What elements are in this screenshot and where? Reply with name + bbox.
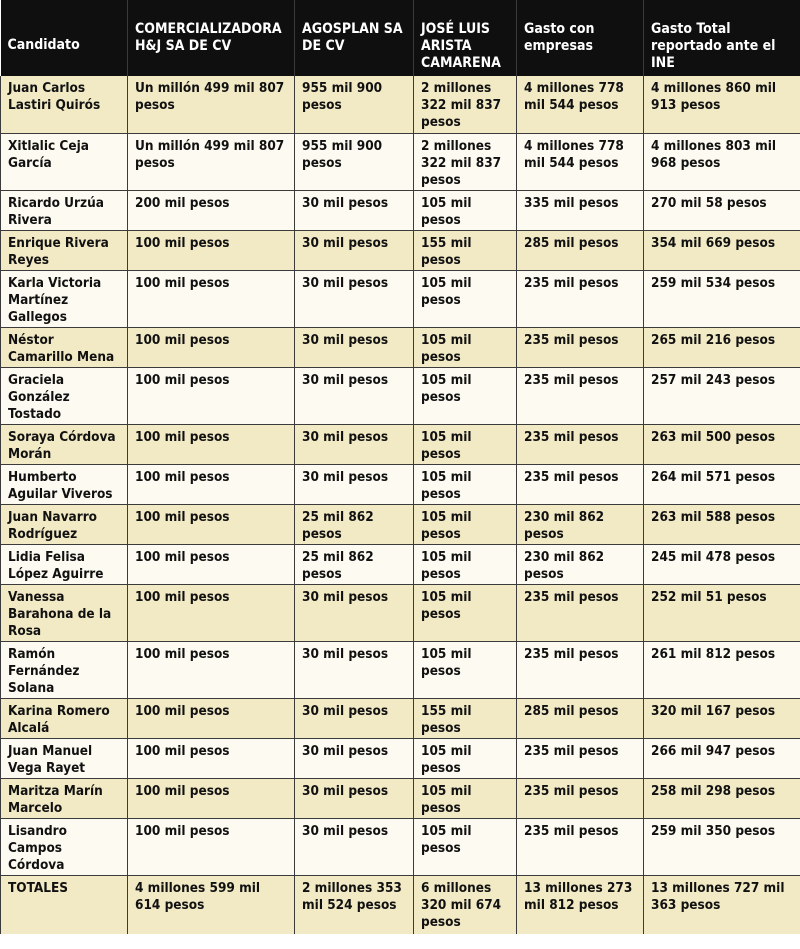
cell-arista: 105 mil pesos <box>414 504 517 544</box>
cell-gasto-empresas: 230 mil 862 pesos <box>517 504 644 544</box>
totals-row <box>1 875 800 934</box>
cell-comercializadora: 100 mil pesos <box>128 544 295 584</box>
cell-candidate: Soraya Córdova Morán <box>1 424 128 464</box>
cell-gasto-total: 261 mil 812 pesos <box>644 641 800 698</box>
cell-arista: 155 mil pesos <box>414 698 517 738</box>
cell-arista: 2 millones 322 mil 837 pesos <box>414 76 517 133</box>
cell-gasto-total: 259 mil 534 pesos <box>644 270 800 327</box>
cell-agosplan: 30 mil pesos <box>295 818 414 875</box>
table-row <box>1 641 800 698</box>
cell-arista: 105 mil pesos <box>414 464 517 504</box>
header-gasto-total: Gasto Total reportado ante el INE <box>644 0 800 76</box>
cell-candidate: Ramón Fernández Solana <box>1 641 128 698</box>
cell-gasto-total: 258 mil 298 pesos <box>644 778 800 818</box>
cell-candidate: Juan Manuel Vega Rayet <box>1 738 128 778</box>
cell-gasto-total: 4 millones 803 mil 968 pesos <box>644 133 800 190</box>
table-row <box>1 270 800 327</box>
cell-agosplan: 30 mil pesos <box>295 584 414 641</box>
cell-candidate: Humberto Aguilar Viveros <box>1 464 128 504</box>
header-row <box>1 0 800 76</box>
cell-comercializadora: 100 mil pesos <box>128 641 295 698</box>
cell-gasto-total: 354 mil 669 pesos <box>644 230 800 270</box>
cell-comercializadora: 100 mil pesos <box>128 464 295 504</box>
cell-comercializadora: Un millón 499 mil 807 pesos <box>128 76 295 133</box>
cell-gasto-total: 264 mil 571 pesos <box>644 464 800 504</box>
table-row <box>1 367 800 424</box>
cell-agosplan: 30 mil pesos <box>295 190 414 230</box>
cell-agosplan: 30 mil pesos <box>295 327 414 367</box>
table-row <box>1 778 800 818</box>
cell-gasto-empresas: 235 mil pesos <box>517 270 644 327</box>
cell-candidate: Lisandro Campos Córdova <box>1 818 128 875</box>
cell-gasto-empresas: 235 mil pesos <box>517 818 644 875</box>
cell-arista: 105 mil pesos <box>414 818 517 875</box>
cell-candidate: Juan Carlos Lastiri Quirós <box>1 76 128 133</box>
table-row <box>1 76 800 133</box>
header-agosplan: AGOSPLAN SA DE CV <box>295 0 414 76</box>
total-gasto-empresas: 13 millones 273 mil 812 pesos <box>517 875 644 934</box>
cell-comercializadora: 100 mil pesos <box>128 818 295 875</box>
cell-gasto-empresas: 335 mil pesos <box>517 190 644 230</box>
cell-gasto-empresas: 235 mil pesos <box>517 464 644 504</box>
cell-comercializadora: 100 mil pesos <box>128 698 295 738</box>
cell-candidate: Karla Victoria Martínez Gallegos <box>1 270 128 327</box>
cell-arista: 155 mil pesos <box>414 230 517 270</box>
cell-agosplan: 30 mil pesos <box>295 424 414 464</box>
cell-gasto-empresas: 235 mil pesos <box>517 327 644 367</box>
cell-agosplan: 30 mil pesos <box>295 698 414 738</box>
cell-agosplan: 30 mil pesos <box>295 464 414 504</box>
cell-comercializadora: 100 mil pesos <box>128 504 295 544</box>
cell-candidate: Karina Romero Alcalá <box>1 698 128 738</box>
cell-gasto-empresas: 285 mil pesos <box>517 230 644 270</box>
cell-gasto-total: 245 mil 478 pesos <box>644 544 800 584</box>
table-row <box>1 818 800 875</box>
cell-arista: 105 mil pesos <box>414 367 517 424</box>
table-row <box>1 504 800 544</box>
cell-agosplan: 30 mil pesos <box>295 778 414 818</box>
cell-comercializadora: 100 mil pesos <box>128 738 295 778</box>
cell-gasto-total: 252 mil 51 pesos <box>644 584 800 641</box>
cell-arista: 105 mil pesos <box>414 778 517 818</box>
cell-candidate: Juan Navarro Rodríguez <box>1 504 128 544</box>
table-row <box>1 698 800 738</box>
cell-agosplan: 30 mil pesos <box>295 270 414 327</box>
cell-gasto-total: 257 mil 243 pesos <box>644 367 800 424</box>
table-row <box>1 544 800 584</box>
table-row <box>1 424 800 464</box>
cell-gasto-total: 266 mil 947 pesos <box>644 738 800 778</box>
header-gasto-empresas: Gasto con empresas <box>517 0 644 76</box>
cell-comercializadora: 100 mil pesos <box>128 327 295 367</box>
total-arista: 6 millones 320 mil 674 pesos <box>414 875 517 934</box>
header-candidato: Candidato <box>1 0 128 76</box>
cell-gasto-empresas: 235 mil pesos <box>517 424 644 464</box>
totals-label: TOTALES <box>1 875 128 934</box>
cell-gasto-empresas: 235 mil pesos <box>517 367 644 424</box>
cell-comercializadora: 100 mil pesos <box>128 270 295 327</box>
total-agosplan: 2 millones 353 mil 524 pesos <box>295 875 414 934</box>
header-jose-luis-arista: JOSÉ LUIS ARISTA CAMARENA <box>414 0 517 76</box>
cell-arista: 105 mil pesos <box>414 544 517 584</box>
table-row <box>1 133 800 190</box>
cell-arista: 105 mil pesos <box>414 424 517 464</box>
cell-candidate: Lidia Felisa López Aguirre <box>1 544 128 584</box>
table-row <box>1 464 800 504</box>
cell-gasto-empresas: 230 mil 862 pesos <box>517 544 644 584</box>
table-row <box>1 738 800 778</box>
cell-agosplan: 30 mil pesos <box>295 641 414 698</box>
cell-arista: 2 millones 322 mil 837 pesos <box>414 133 517 190</box>
total-comercializadora: 4 millones 599 mil 614 pesos <box>128 875 295 934</box>
cell-gasto-empresas: 235 mil pesos <box>517 584 644 641</box>
cell-candidate: Graciela González Tostado <box>1 367 128 424</box>
cell-agosplan: 30 mil pesos <box>295 230 414 270</box>
cell-arista: 105 mil pesos <box>414 738 517 778</box>
header-comercializadora: COMERCIALIZADORA H&J SA DE CV <box>128 0 295 76</box>
cell-candidate: Vanessa Barahona de la Rosa <box>1 584 128 641</box>
table-row <box>1 230 800 270</box>
cell-candidate: Néstor Camarillo Mena <box>1 327 128 367</box>
cell-gasto-total: 320 mil 167 pesos <box>644 698 800 738</box>
cell-gasto-empresas: 4 millones 778 mil 544 pesos <box>517 133 644 190</box>
cell-arista: 105 mil pesos <box>414 190 517 230</box>
cell-gasto-total: 263 mil 500 pesos <box>644 424 800 464</box>
cell-agosplan: 955 mil 900 pesos <box>295 133 414 190</box>
cell-comercializadora: 100 mil pesos <box>128 367 295 424</box>
cell-comercializadora: 200 mil pesos <box>128 190 295 230</box>
cell-comercializadora: Un millón 499 mil 807 pesos <box>128 133 295 190</box>
table-row <box>1 190 800 230</box>
cell-arista: 105 mil pesos <box>414 327 517 367</box>
table-row <box>1 584 800 641</box>
cell-gasto-empresas: 235 mil pesos <box>517 641 644 698</box>
cell-agosplan: 30 mil pesos <box>295 367 414 424</box>
cell-candidate: Ricardo Urzúa Rivera <box>1 190 128 230</box>
cell-agosplan: 955 mil 900 pesos <box>295 76 414 133</box>
cell-arista: 105 mil pesos <box>414 270 517 327</box>
cell-gasto-empresas: 285 mil pesos <box>517 698 644 738</box>
cell-candidate: Enrique Rivera Reyes <box>1 230 128 270</box>
cell-comercializadora: 100 mil pesos <box>128 584 295 641</box>
cell-gasto-total: 263 mil 588 pesos <box>644 504 800 544</box>
cell-gasto-total: 270 mil 58 pesos <box>644 190 800 230</box>
cell-gasto-total: 265 mil 216 pesos <box>644 327 800 367</box>
cell-candidate: Maritza Marín Marcelo <box>1 778 128 818</box>
cell-gasto-empresas: 235 mil pesos <box>517 778 644 818</box>
cell-agosplan: 25 mil 862 pesos <box>295 504 414 544</box>
cell-arista: 105 mil pesos <box>414 641 517 698</box>
table-row <box>1 327 800 367</box>
cell-comercializadora: 100 mil pesos <box>128 424 295 464</box>
cell-comercializadora: 100 mil pesos <box>128 778 295 818</box>
cell-gasto-empresas: 4 millones 778 mil 544 pesos <box>517 76 644 133</box>
cell-gasto-total: 259 mil 350 pesos <box>644 818 800 875</box>
cell-comercializadora: 100 mil pesos <box>128 230 295 270</box>
cell-agosplan: 30 mil pesos <box>295 738 414 778</box>
cell-candidate: Xitlalic Ceja García <box>1 133 128 190</box>
cell-agosplan: 25 mil 862 pesos <box>295 544 414 584</box>
cell-arista: 105 mil pesos <box>414 584 517 641</box>
total-gasto-total: 13 millones 727 mil 363 pesos <box>644 875 800 934</box>
cell-gasto-empresas: 235 mil pesos <box>517 738 644 778</box>
cell-gasto-total: 4 millones 860 mil 913 pesos <box>644 76 800 133</box>
